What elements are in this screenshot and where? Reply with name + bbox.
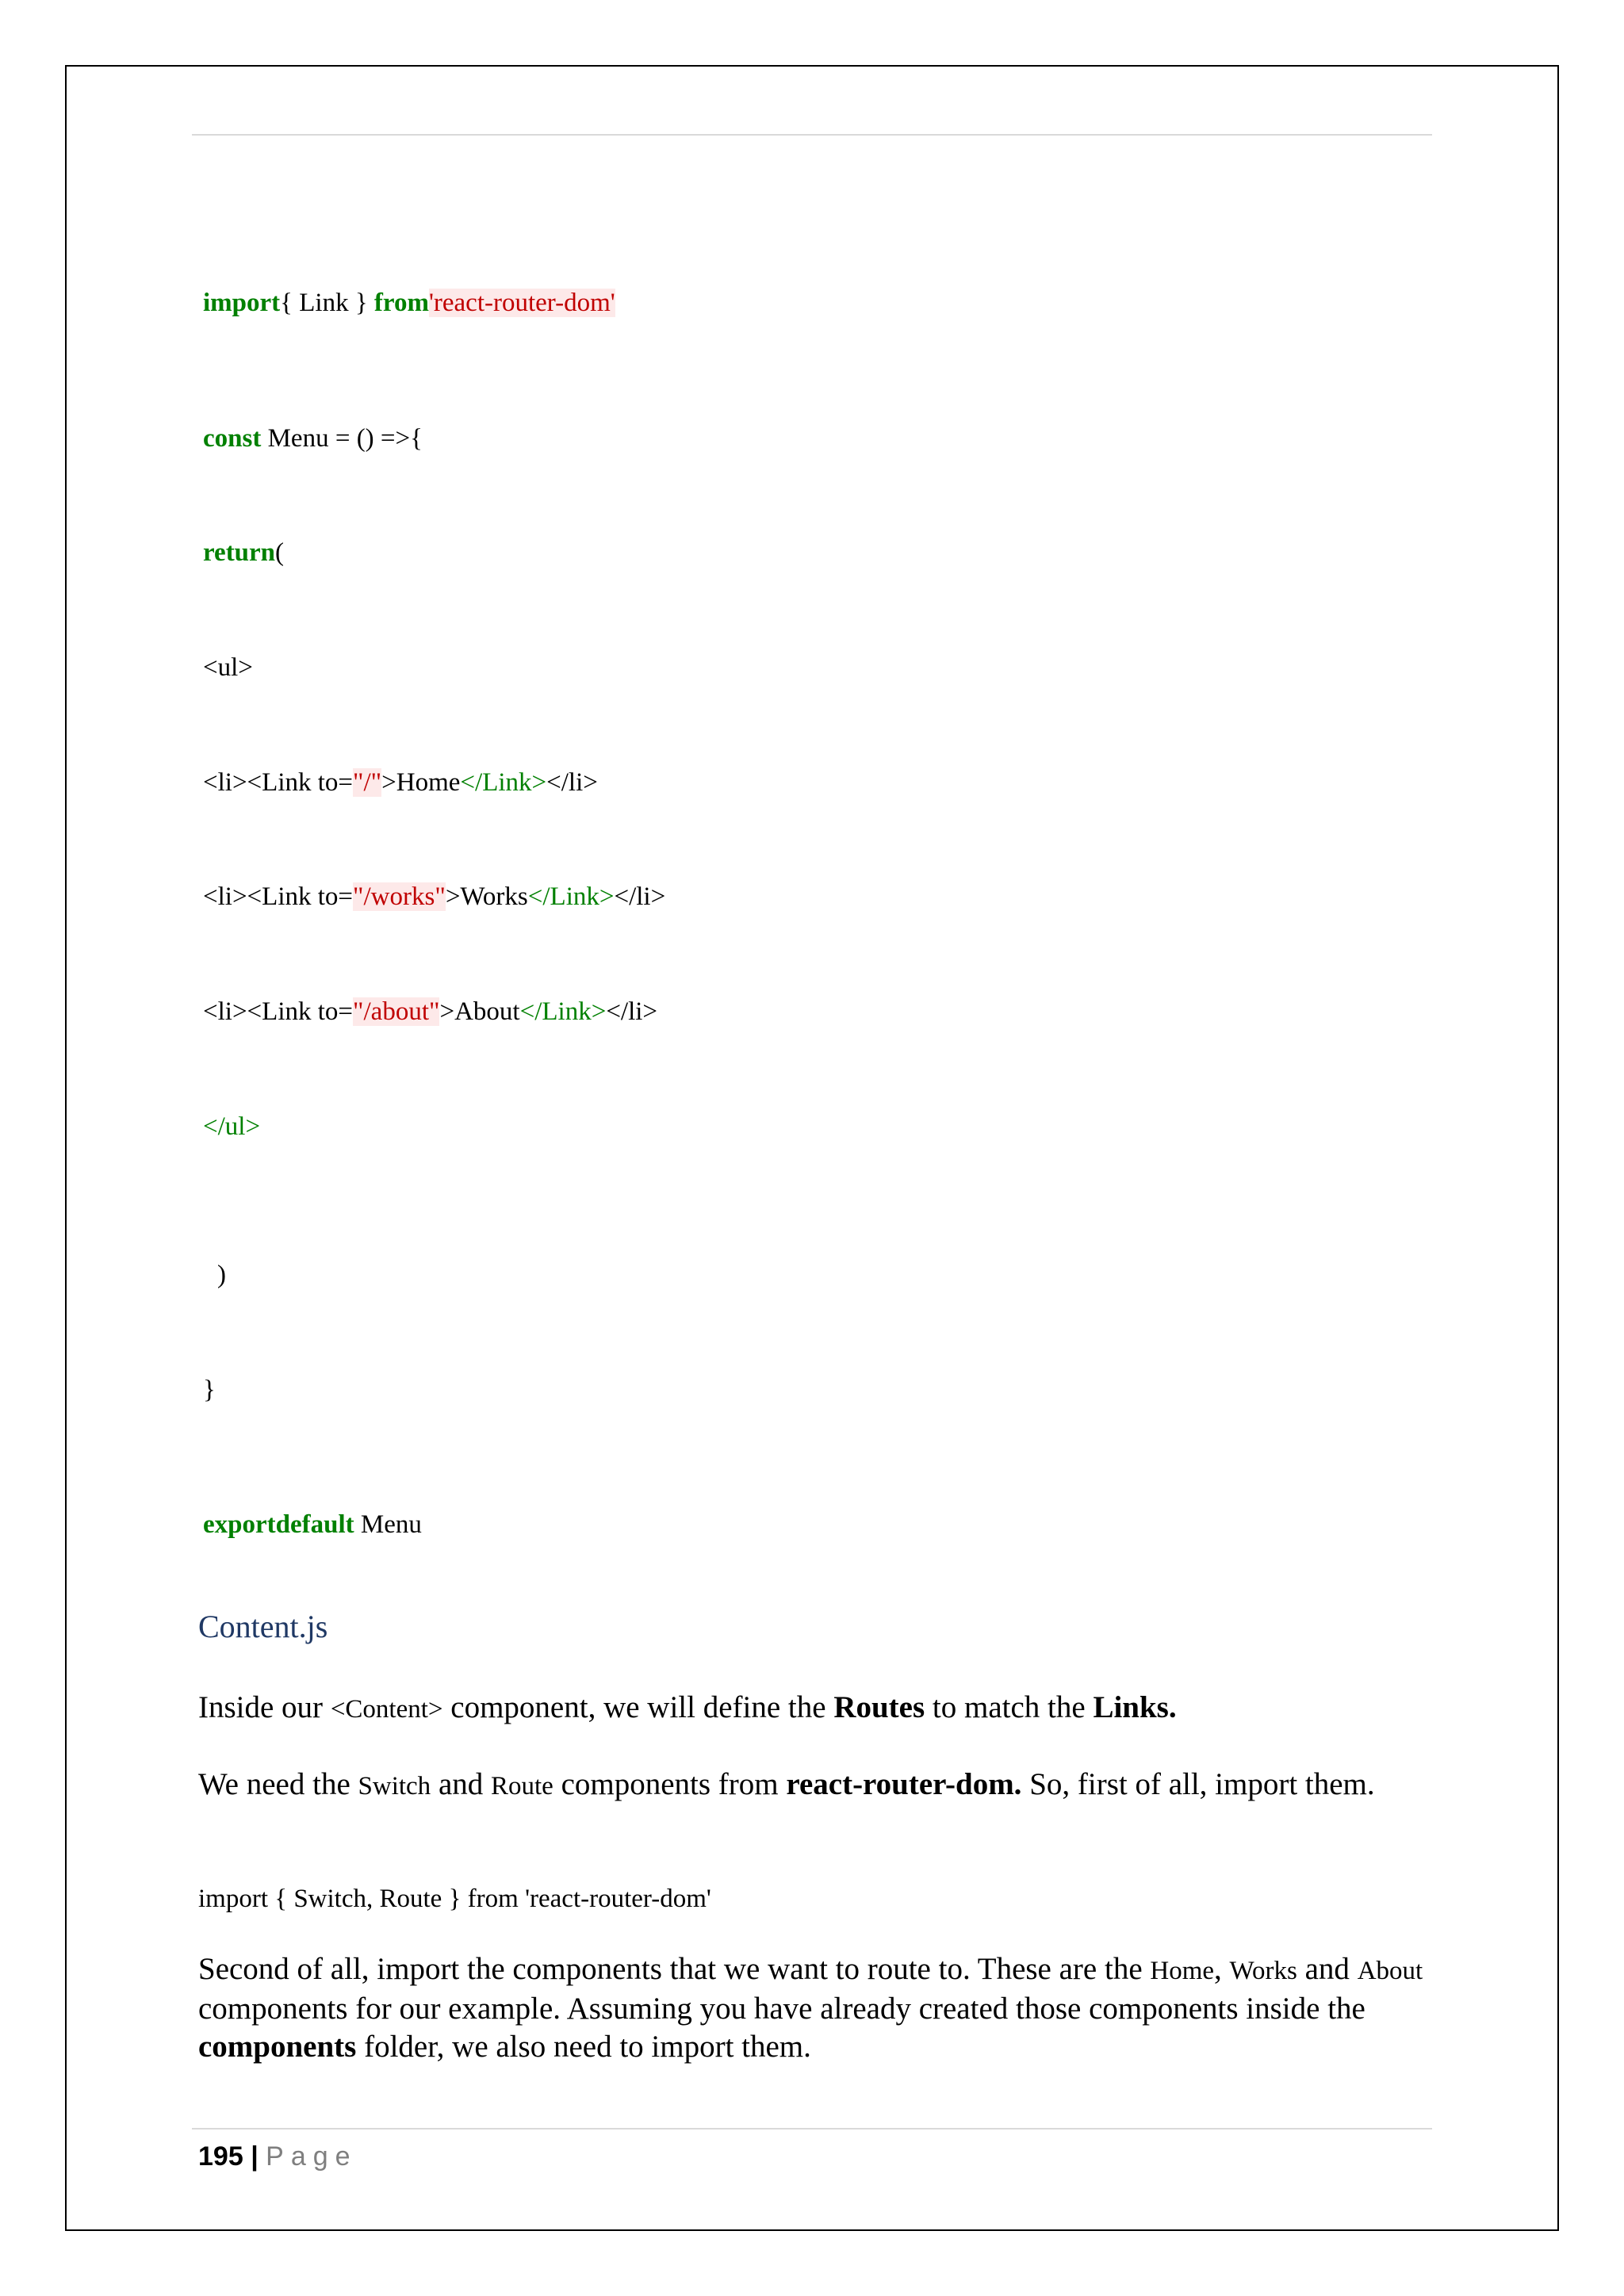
code-text: ) (217, 1261, 226, 1289)
text: Inside our (198, 1690, 331, 1724)
code-text: <li><Link to= (203, 882, 354, 911)
string-literal: "/" (353, 768, 382, 797)
bold-text: Routes (833, 1690, 925, 1724)
import-code-line: import { Switch, Route } from 'react-router-dom' (198, 1885, 711, 1913)
footer-rule (192, 2128, 1432, 2130)
inline-code: Home (1150, 1957, 1215, 1985)
string-literal: "/works" (353, 882, 446, 911)
keyword-from: from (373, 289, 429, 317)
closing-link-tag: </Link> (519, 997, 607, 1026)
text: and (1297, 1952, 1358, 1986)
inline-code: Route (491, 1772, 553, 1800)
page-footer (198, 2141, 358, 2172)
text: and (431, 1767, 491, 1801)
text: We need the (198, 1767, 358, 1801)
code-line-ul-close (203, 1111, 260, 1142)
closing-li-tag: </li> (546, 768, 598, 797)
keyword-return: return (203, 538, 276, 567)
bold-text: react-router-dom. (786, 1767, 1022, 1801)
section-heading: Content.js (198, 1609, 328, 1644)
code-line-li-works (203, 881, 665, 913)
bold-text: Links. (1093, 1690, 1177, 1724)
page-number: 195 (198, 2141, 243, 2172)
keyword-import: import (203, 289, 281, 317)
code-text: ( (275, 538, 285, 567)
code-line-return (203, 537, 284, 568)
code-text: <li><Link to= (203, 768, 354, 797)
inline-code: Switch (358, 1772, 431, 1800)
paragraph-routes (198, 1689, 1435, 1728)
text: So, first of all, import them. (1021, 1767, 1375, 1801)
code-line-close-brace (203, 1374, 216, 1406)
closing-li-tag: </li> (614, 882, 666, 911)
code-text: <ul> (203, 653, 253, 682)
text: components for our example. Assuming you have already created those components inside the (198, 1992, 1365, 2026)
code-text: >About (439, 997, 520, 1026)
text: component, we will define the (442, 1690, 834, 1724)
code-text: Menu = () =>{ (261, 424, 423, 453)
code-line-li-home (203, 767, 598, 798)
code-line-li-about (203, 996, 657, 1027)
footer-separator: | (251, 2141, 259, 2172)
code-line-import-link (203, 287, 615, 319)
closing-li-tag: </li> (606, 997, 658, 1026)
inline-code: <Content> (330, 1695, 443, 1724)
code-text: { Link } (280, 289, 374, 317)
header-rule (192, 134, 1432, 136)
code-text: >Works (445, 882, 528, 911)
string-literal: "/about" (353, 997, 440, 1026)
code-line-export-default (203, 1509, 422, 1540)
code-text: } (203, 1376, 216, 1404)
inline-code: About (1357, 1957, 1423, 1985)
paragraph-switch-route (198, 1766, 1435, 1805)
paragraph-import-components (198, 1950, 1435, 2066)
string-literal: 'react-router-dom' (428, 289, 615, 317)
inline-code: Works (1229, 1957, 1297, 1985)
code-line-const-menu (203, 423, 423, 454)
closing-ul-tag: </ul> (203, 1112, 261, 1141)
code-line-ul-open (203, 652, 253, 683)
code-line-close-paren (217, 1259, 226, 1291)
text: Second of all, import the components that we want to route to. These are the (198, 1952, 1151, 1986)
code-text: >Home (381, 768, 461, 797)
bold-text: components (198, 2030, 357, 2064)
text: folder, we also need to import them. (356, 2030, 811, 2064)
text: to match the (925, 1690, 1094, 1724)
closing-link-tag: </Link> (460, 768, 547, 797)
closing-link-tag: </Link> (527, 882, 615, 911)
code-text: <li><Link to= (203, 997, 354, 1026)
code-text: Menu (354, 1510, 422, 1539)
keyword-const: const (203, 424, 262, 453)
text: components from (553, 1767, 787, 1801)
keyword-exportdefault: exportdefault (203, 1510, 354, 1539)
page-label: Page (266, 2141, 358, 2172)
text: , (1214, 1952, 1230, 1986)
